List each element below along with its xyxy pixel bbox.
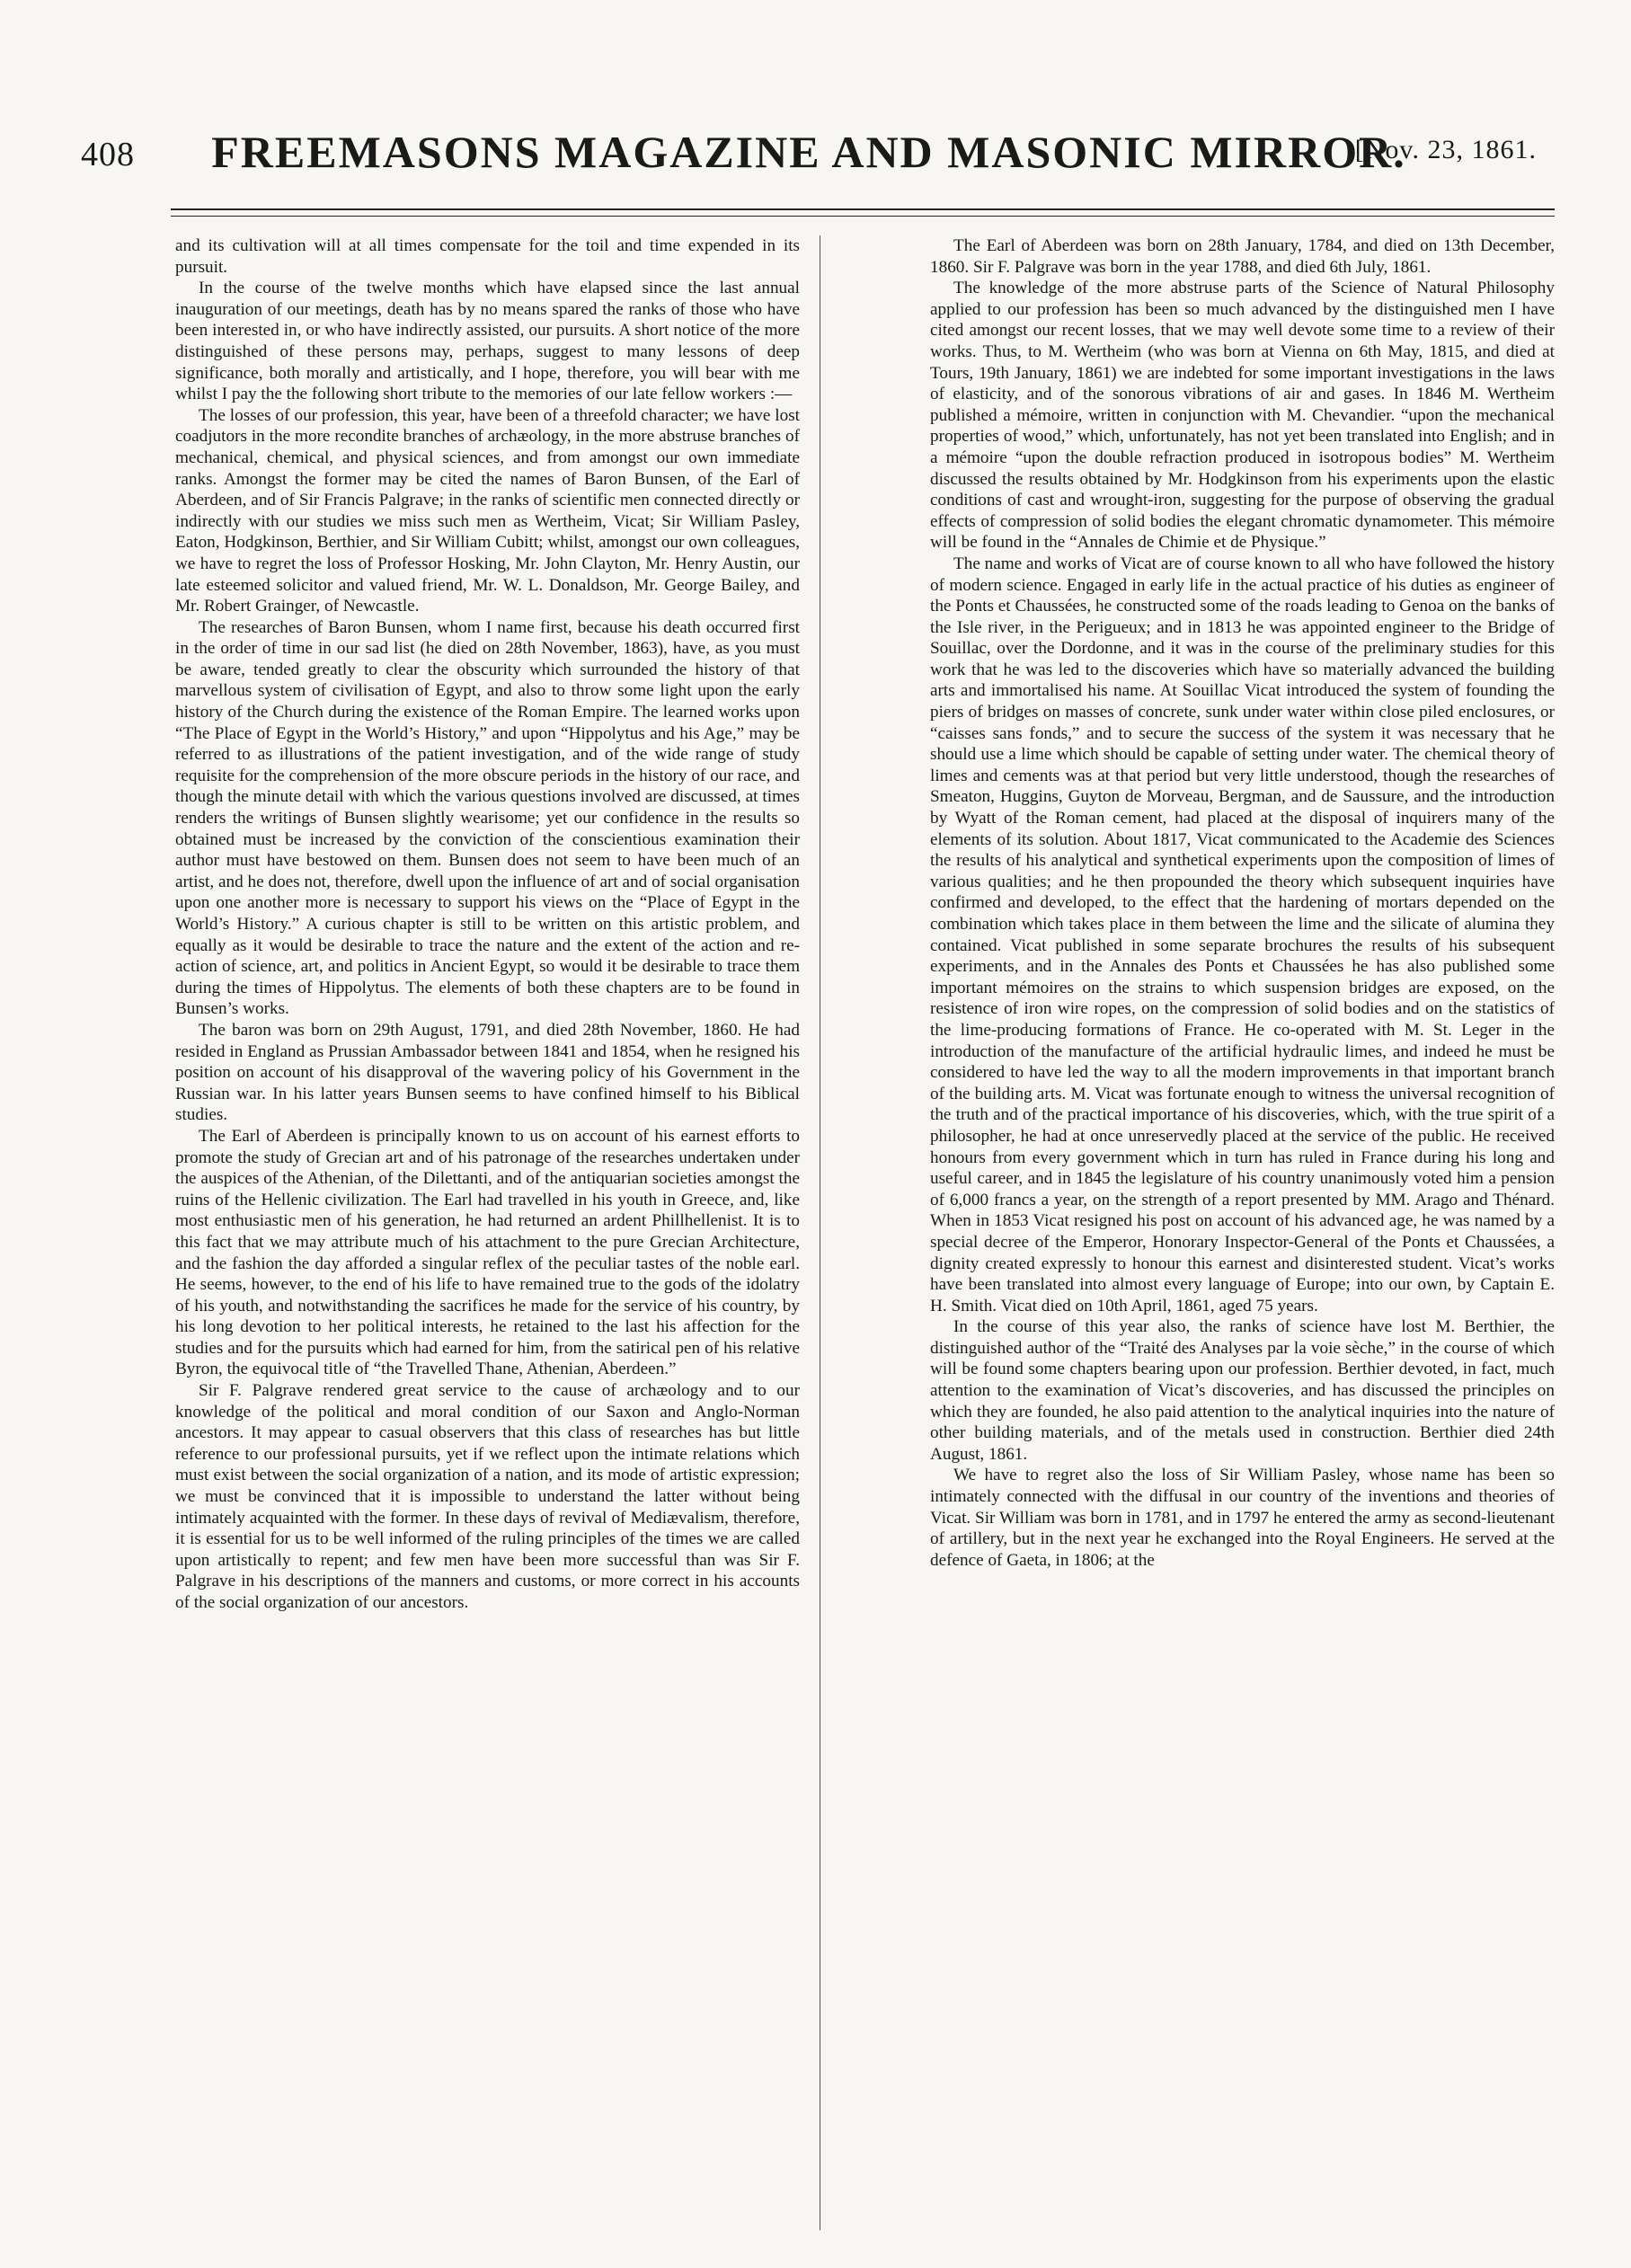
right-column (930, 235, 1555, 1571)
paragraph: In the course of this year also, the ranks of science have lost M. Berthier, the distinguished author of the “Traité des Analyses par la voie sèche,” in the course of which will be found some chapters bearing upon our profession. Berthier devoted, in fact, much attention to the examination of Vicat’s discoveries, and has discussed the principles on which they are founded, he also paid attention to the analytical inquiries into the nature of other building materials, and of the metals used in construction. Berthier died 24th August, 1861. (930, 1317, 1555, 1464)
paragraph: The baron was born on 29th August, 1791, and died 28th November, 1860. He had resided in England as Prussian Ambassador between 1841 and 1854, when he resigned his position on account of his disapproval of the wavering policy of his Government in the Russian war. In his latter years Bunsen seems to have confined himself to his Biblical studies. (175, 1020, 800, 1125)
header-rule (171, 208, 1555, 210)
left-column (175, 235, 800, 1614)
paragraph: In the course of the twelve months which have elapsed since the last annual inauguration of our meetings, death has by no means spared the ranks of those who have been interested in, or who have indirectly assisted, our pursuits. A short notice of the more distinguished of these persons may, perhaps, suggest to many lessons of deep significance, both morally and artistically, and I hope, therefore, you will bear with me whilst I pay the the following short tribute to the memories of our late fellow workers :— (175, 279, 800, 404)
paragraph: The researches of Baron Bunsen, whom I name first, because his death occurred first in the order of time in our sad list (he died on 28th November, 1863), have, as you must be aware, tended greatly to clear the obscurity which surrounded the history of that marvellous system of civilisation of Egypt, and also to throw some light upon the early history of the Church during the existence of the Roman Empire. The learned works upon “The Place of Egypt in the World’s History,” and upon “Hippolytus and his Age,” may be referred to as illustrations of the patient investigation, and of the wide range of study requisite for the comprehension of the more obscure periods in the history of our race, and though the minute detail with which the various questions involved are discussed, at times renders the writings of Bunsen slightly wearisome; yet our confidence in the results so obtained must be increased by the conviction of the conscientious examination their author must have bestowed on them. Bunsen does not seem to have been much of an artist, and he does not, therefore, dwell upon the influence of art and of social organisation upon one another more is necessary to support his views on the “Place of Egypt in the World’s History.” A curious chapter is still to be written on this artistic problem, and equally as it would be desirable to trace the nature and the extent of the action and re-action of science, art, and politics in Ancient Egypt, so would it be desirable to trace them during the times of Hippolytus. The elements of both these chapters are to be found in Bunsen’s works. (175, 617, 800, 1019)
paragraph: The losses of our profession, this year, have been of a threefold character; we have lost coadjutors in the more recondite branches of archæology, in the more abstruse branches of mechanical, chemical, and physical sciences, and from amongst our own immediate ranks. Amongst the former may be cited the names of Baron Bunsen, of the Earl of Aberdeen, and of Sir Francis Palgrave; in the ranks of scientific men connected directly or indirectly with our studies we miss such men as Wertheim, Vicat; Sir William Pasley, Eaton, Hodgkinson, Berthier, and Sir William Cubitt; whilst, amongst our own colleagues, we have to regret the loss of Professor Hosking, Mr. John Clayton, Mr. Henry Austin, our late esteemed solicitor and valued friend, Mr. W. L. Donaldson, Mr. George Bailey, and Mr. Robert Grainger, of Newcastle. (175, 405, 800, 616)
page-header (81, 126, 1537, 189)
header-rule-thin (171, 216, 1555, 217)
paragraph: and its cultivation will at all times compensate for the toil and time expended in its pursuit. (175, 236, 800, 277)
paragraph: Sir F. Palgrave rendered great service to the cause of archæology and to our knowledge of the political and moral condition of our Saxon and Anglo-Norman ancestors. It may appear to casual observers that this class of researches has but little reference to our professional pursuits, yet if we reflect upon the intimate relations which must exist between the social organization of a nation, and its mode of artistic expression; we must be convinced that it is impossible to understand the latter without being intimately acquainted with the former. In these days of revival of Mediævalism, therefore, it is essential for us to be well informed of the ruling principles of the times we are called upon artistically to repent; and few men have been more successful than was Sir F. Palgrave in his descriptions of the manners and customs, or more correct in his accounts of the social organization of our ancestors. (175, 1381, 800, 1612)
paragraph: The Earl of Aberdeen is principally known to us on account of his earnest efforts to promote the study of Grecian art and of his patronage of the researches undertaken under the auspices of the Athenian, of the Dilettanti, and of the antiquarian societies amongst the ruins of the Hellenic civilization. The Earl had travelled in his youth in Greece, and, like most enthusiastic men of his generation, he had returned an ardent Phillhellenist. It is to this fact that we may attribute much of his attachment to the pure Grecian Architecture, and the fashion the day afforded a singular reflex of the peculiar tastes of the noble earl. He seems, however, to the end of his life to have remained true to the gods of the idolatry of his youth, and notwithstanding the sacrifices he made for the service of his country, by his long devotion to her political interests, he retained to the last his affection for the studies and for the pursuits which had earned for him, from the satirical pen of his relative Byron, the equivocal title of “the Travelled Thane, Athenian, Aberdeen.” (175, 1126, 800, 1379)
paragraph: The knowledge of the more abstruse parts of the Science of Natural Philosophy applied to our profession has been so much advanced by the distinguished men I have cited amongst our recent losses, that we may well devote some time to a review of their works. Thus, to M. Wertheim (who was born at Vienna on 6th May, 1815, and died at Tours, 19th January, 1861) we are indebted for some important investigations in the laws of elasticity, and of the sonorous vibrations of air and gases. In 1846 M. Wertheim published a mémoire, written in conjunction with M. Chevandier. “upon the mechanical properties of wood,” which, unfortunately, has not yet been translated into English; and in a mémoire “upon the double refraction produced in isotropous bodies” M. Wertheim discussed the results obtained by Mr. Hodgkinson from his experiments upon the elastic conditions of cast and wrought-iron, suggesting for the purpose of observing the gradual effects of compression of solid bodies the elegant chromatic dynamometer. This mémoire will be found in the “Annales de Chimie et de Physique.” (930, 279, 1555, 553)
masthead-title: FREEMASONS MAGAZINE AND MASONIC MIRROR. (211, 127, 1406, 177)
issue-date: [Nov. 23, 1861. (1354, 135, 1537, 164)
page-number: 408 (81, 136, 135, 173)
paragraph: The name and works of Vicat are of course known to all who have followed the history of modern science. Engaged in early life in the actual practice of his duties as engineer of the Ponts et Chaussées, he constructed some of the roads leading to Genoa on the banks of the Isle river, in the Perigueux; and in 1813 he was appointed engineer to the Bridge of Souillac, over the Dordonne, and it was in the course of the preliminary studies for this work that he was led to the discoveries which have so materially advanced the building arts and immortalised his name. At Souillac Vicat introduced the system of founding the piers of bridges on masses of concrete, sunk under water within close piled enclosures, or “caisses sans fonds,” and to secure the success of the system it was necessary that he should use a lime which should be capable of setting under water. The chemical theory of limes and cements was at that period but very little understood, though the researches of Smeaton, Huggins, Guyton de Morveau, Bergman, and de Saussure, and the introduction by Wyatt of the Roman cement, had placed at the disposal of inquirers many of the elements of its solution. About 1817, Vicat communicated to the Academie des Sciences the results of his analytical and synthetical experiments upon the composition of limes of various qualities; and he then propounded the theory which subsequent inquiries have confirmed and developed, to the effect that the hardening of mortars depended on the combination which takes place in them between the lime and the silicate of alumina they contained. Vicat published in some separate brochures the results of his subsequent experiments, and in the Annales des Ponts et Chaussées he has also published some important mémoires on the strains to which suspension bridges are exposed, on the resistence of iron wire ropes, on the compression of solid bodies and on the statistics of the lime-producing formations of France. He co-operated with M. St. Leger in the introduction of the manufacture of the artificial hydraulic limes, and indeed he must be considered to have led the way to all the modern improvements in that important branch of the building arts. M. Vicat was fortunate enough to witness the universal recognition of the truth and of the practical importance of his discoveries, which, with the true spirit of a philosopher, he had at once unreservedly placed at the service of the public. He received honours from every government which in turn has ruled in France during his long and useful career, and in 1845 the legislature of his country unanimously voted him a pension of 6,000 francs a year, on the strength of a report presented by MM. Arago and Thénard. When in 1853 Vicat resigned his post on account of his advanced age, he was named by a special decree of the Emperor, Honorary Inspector-General of the Ponts et Chaussées, a dignity created expressly to honour this earnest and disinterested student. Vicat’s works have been translated into almost every language of Europe; into our own, by Captain E. H. Smith. Vicat died on 10th April, 1861, aged 75 years. (930, 554, 1555, 1316)
paragraph: We have to regret also the loss of Sir William Pasley, whose name has been so intimately connected with the diffusal in our country of the inventions and theories of Vicat. Sir William was born in 1781, and in 1797 he entered the army as second-lieutenant of artillery, but in the next year he exchanged into the Royal Engineers. He served at the defence of Gaeta, in 1806; at the (930, 1466, 1555, 1570)
paragraph: The Earl of Aberdeen was born on 28th January, 1784, and died on 13th December, 1860. Sir F. Palgrave was born in the year 1788, and died 6th July, 1861. (930, 236, 1555, 277)
